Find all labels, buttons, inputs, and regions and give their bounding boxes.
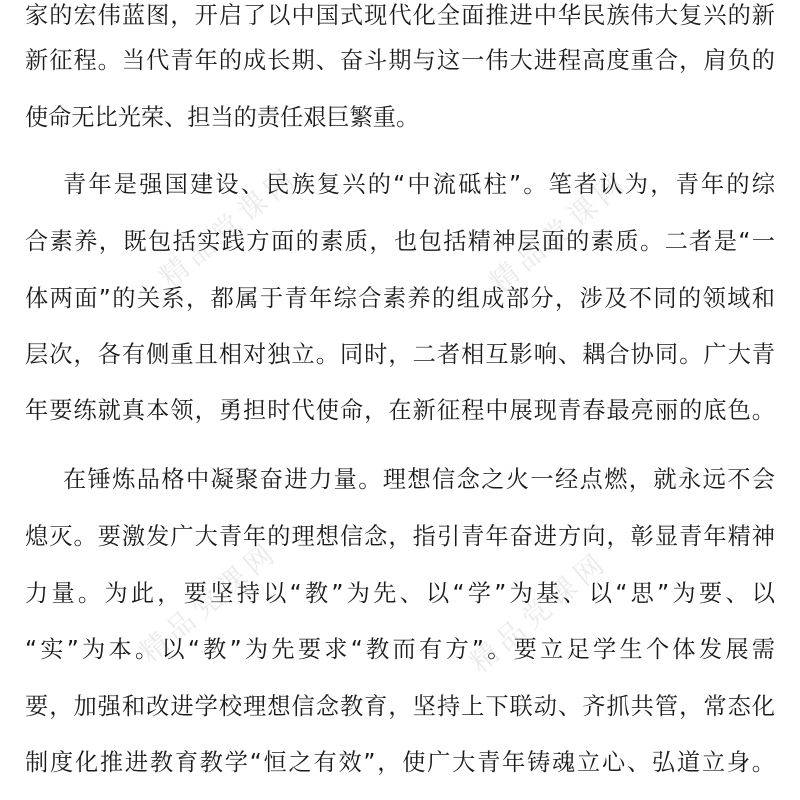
- paragraph-first-line: 青年是强国建设、民族复兴的“中流砥柱”。笔者认为，青年的综: [63, 171, 775, 198]
- watermark-3: 精品党课网: [133, 534, 285, 670]
- text-line: 年要练就真本领，勇担时代使命，在新征程中展现青春最亮丽的底色。: [25, 397, 775, 424]
- text-line: 层次，各有侧重且相对独立。同时，二者相互影响、耦合协同。广大青: [25, 341, 775, 368]
- text-line: 力量。为此，要坚持以“教”为先、以“学”为基、以“思”为要、以: [25, 580, 775, 607]
- text-line: 熄灭。要激发广大青年的理想信念，指引青年奋进方向，彰显青年精神: [25, 523, 775, 550]
- text-line: 要，加强和改进学校理想信念教育，坚持上下联动、齐抓共管，常态化: [25, 693, 775, 720]
- watermark-2: 精品党课网: [483, 164, 635, 300]
- text-line: 制度化推进教育教学“恒之有效”，使广大青年铸魂立心、弘道立身。: [25, 749, 775, 776]
- watermark-4: 精品党课网: [463, 544, 615, 680]
- text-line: 体两面”的关系，都属于青年综合素养的组成部分，涉及不同的领域和: [25, 285, 775, 312]
- paragraph-first-line: 在锤炼品格中凝聚奋进力量。理想信念之火一经点燃，就永远不会: [63, 466, 775, 493]
- watermark-1: 精品党课网: [153, 159, 305, 295]
- text-line: 合素养，既包括实践方面的素质，也包括精神层面的素质。二者是“一: [25, 228, 775, 255]
- text-line: 使命无比光荣、担当的责任艰巨繁重。: [25, 104, 420, 131]
- text-line: 家的宏伟蓝图，开启了以中国式现代化全面推进中华民族伟大复兴的新: [25, 2, 775, 29]
- text-line: “实”为本。以“教”为先要求“教而有方”。要立足学生个体发展需: [25, 636, 775, 663]
- text-line: 新征程。当代青年的成长期、奋斗期与这一伟大进程高度重合，肩负的: [25, 47, 775, 74]
